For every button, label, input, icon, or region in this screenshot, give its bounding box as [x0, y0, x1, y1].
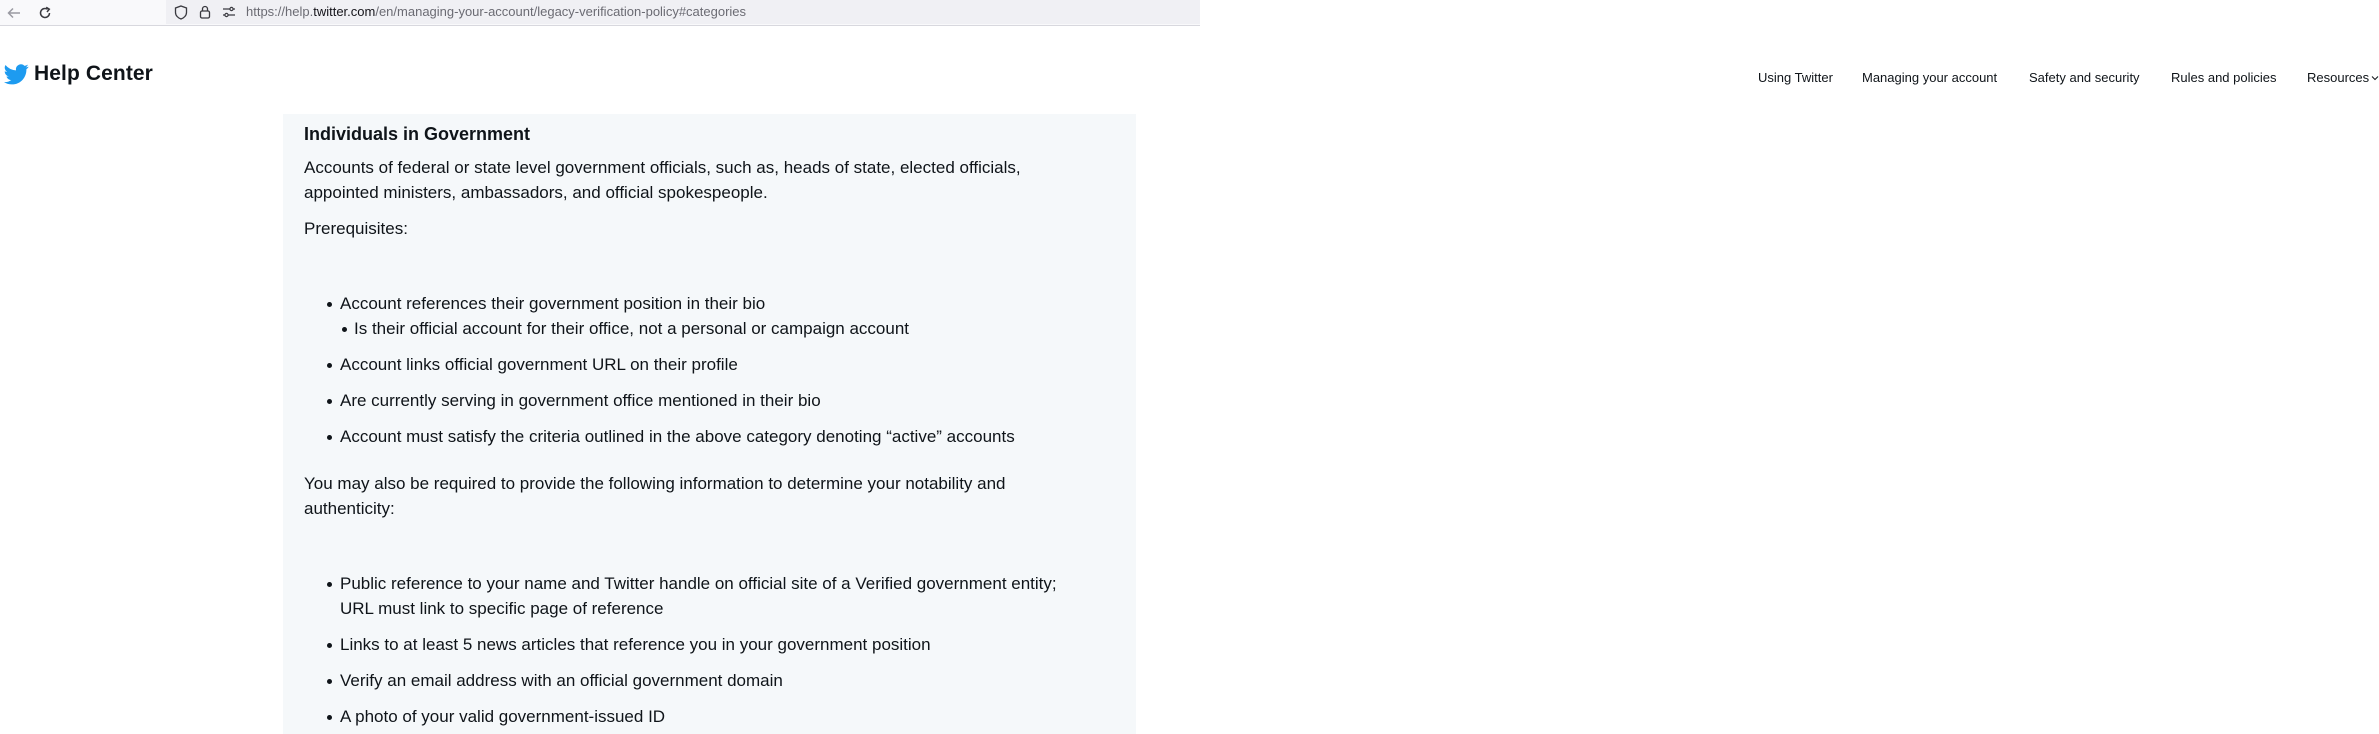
prerequisites-label: Prerequisites:	[304, 219, 408, 238]
list-item: A photo of your valid government-issued ID	[340, 707, 666, 726]
list-item: Public reference to your name and Twitter handle on official site of a Verified government entity;	[340, 574, 1057, 593]
additional-info-paragraph	[304, 471, 1104, 521]
bullet-icon	[327, 435, 332, 440]
lock-icon[interactable]	[196, 3, 214, 21]
list-item: Links to at least 5 news articles that reference you in your government position	[340, 635, 931, 654]
list-item: Account links official government URL on their profile	[340, 355, 738, 374]
list-item: Is their official account for their office, not a personal or campaign account	[354, 319, 910, 338]
intro-line-2: appointed ministers, ambassadors, and official spokespeople.	[304, 183, 768, 202]
list-item: Are currently serving in government office mentioned in their bio	[340, 391, 821, 410]
brand-title: Help Center	[34, 62, 153, 85]
twitter-bird-icon	[4, 64, 29, 85]
nav-using-twitter[interactable]: Using Twitter	[1758, 70, 1833, 85]
nav-managing-account[interactable]: Managing your account	[1862, 70, 1998, 85]
list-item-continuation: URL must link to specific page of reference	[340, 599, 664, 618]
permissions-icon[interactable]	[220, 3, 238, 21]
bullet-icon	[327, 363, 332, 368]
site-header	[0, 26, 2370, 114]
url-text[interactable]	[246, 4, 746, 19]
list-item: Verify an email address with an official government domain	[340, 671, 783, 690]
url-path: /en/managing-your-account/legacy-verification-policy#categories	[375, 4, 747, 19]
additional-line-2: authenticity:	[304, 499, 395, 518]
url-host: twitter.com	[313, 4, 376, 19]
bullet-icon	[327, 715, 332, 720]
bullet-icon	[342, 327, 347, 332]
list-item: Account must satisfy the criteria outlined in the above category denoting “active” accounts	[340, 427, 1015, 446]
additional-line-1: You may also be required to provide the following information to determine your notability and	[304, 474, 1006, 493]
list-item: Account references their government position in their bio	[340, 294, 766, 313]
url-prefix: https://help.	[246, 4, 314, 19]
bullet-icon	[327, 302, 332, 307]
nav-resources[interactable]	[2307, 70, 2379, 85]
browser-toolbar	[0, 0, 1200, 26]
intro-paragraph	[304, 155, 1104, 205]
bullet-icon	[327, 643, 332, 648]
nav-rules-policies[interactable]: Rules and policies	[2171, 70, 2277, 85]
nav-resources-label: Resources	[2307, 70, 2370, 85]
shield-icon[interactable]	[172, 3, 190, 21]
bullet-icon	[327, 679, 332, 684]
reload-icon[interactable]	[35, 3, 55, 23]
back-arrow-icon[interactable]	[4, 3, 24, 23]
bullet-icon	[327, 399, 332, 404]
nav-safety-security[interactable]: Safety and security	[2029, 70, 2140, 85]
intro-line-1: Accounts of federal or state level government officials, such as, heads of state, elected officials,	[304, 158, 1021, 177]
bullet-icon	[327, 582, 332, 587]
address-bar[interactable]	[166, 0, 1200, 24]
chevron-down-icon	[2371, 74, 2379, 82]
brand-logo-link[interactable]	[4, 62, 153, 86]
section-heading: Individuals in Government	[304, 124, 531, 144]
